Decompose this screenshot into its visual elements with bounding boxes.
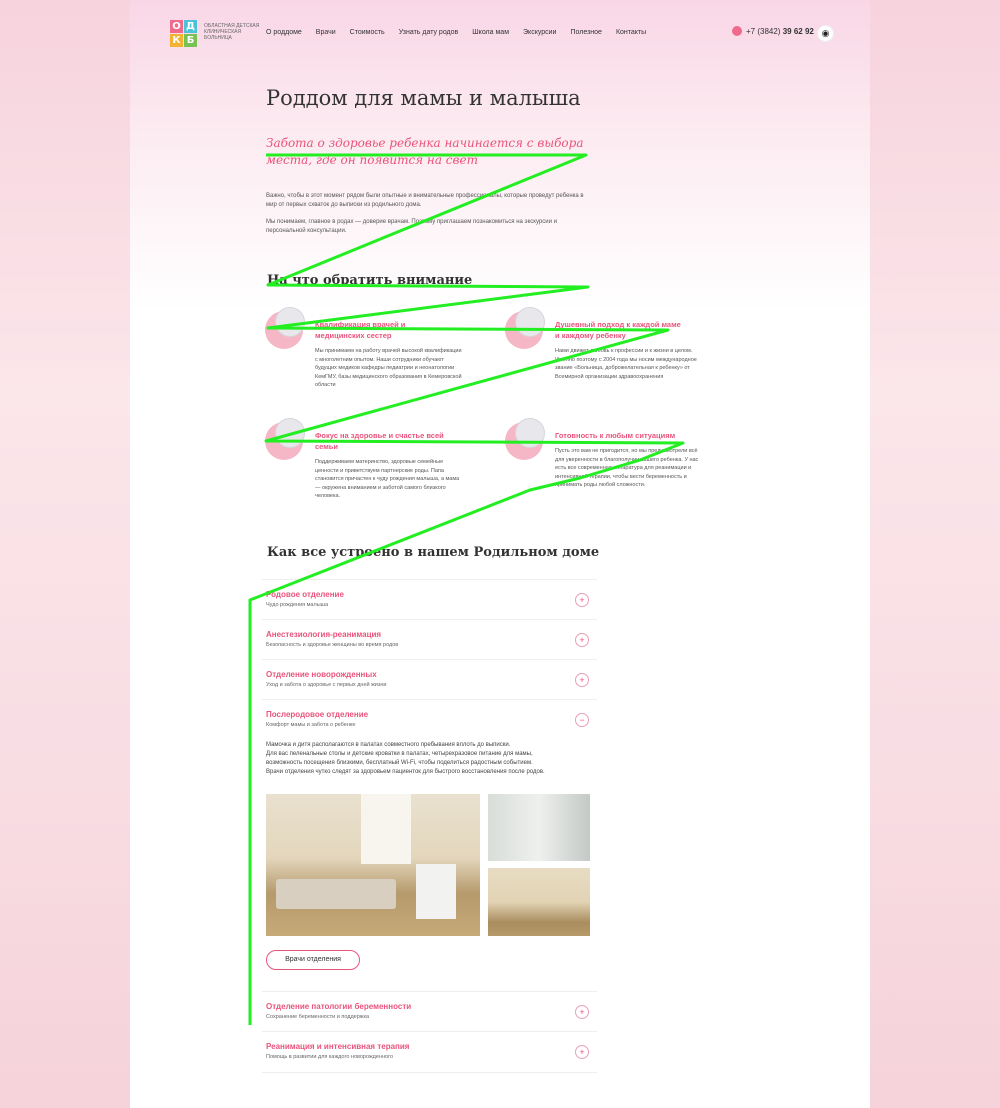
accordion-title: Реанимация и интенсивная терапия [266, 1042, 410, 1051]
feature-title: Фокус на здоровье и счастье всей семьи [315, 431, 444, 451]
accordion-subtitle: Помощь в развитии для каждого новорожденного [266, 1054, 394, 1060]
body-line: возможность посещения близкими, бесплатный Wi-Fi, чтобы поделиться радостным событием. [266, 760, 533, 766]
page-title: Роддом для мамы и малыша [266, 86, 581, 110]
feature-text: Мы принимаем на работу врачей высокой квалификации с многолетним опытом. Наши сотрудники обучают будущих медиков кафедры педиатрии и неонатологии КемГМУ, базы медицинского образования в Кемеровской области [315, 348, 462, 388]
accordion-title: Анестезиология-реанимация [266, 630, 382, 639]
feature-text: Пусть это вам не пригодится, но мы предусмотрели всё для уверенности в благополучии вашего ребенка. У нас есть все современная аппаратура для реанимации и интенсивной терапии, чтобы вести беременность и принимать роды любой сложности. [555, 448, 699, 488]
accordion-subtitle: Уход и забота о здоровье с первых дней жизни [266, 682, 387, 688]
nav-item-about[interactable]: О роддоме [266, 29, 302, 36]
nav-item-prices[interactable]: Стоимость [349, 29, 385, 36]
nav-item-contacts[interactable]: Контакты [615, 29, 647, 36]
feature-text: Нами движет любовь к профессии и к жизни в целом. Именно поэтому с 2004 года мы носим международное звание «Больница, доброжелательная к ребенку» от Всемирной организации здравоохранения [555, 348, 697, 380]
nav-item-mom-school[interactable]: Школа мам [472, 29, 510, 36]
department-doctors-button[interactable]: Врачи отделения [266, 950, 360, 970]
intro-paragraph: Важно, чтобы в этот момент рядом были опытные и внимательные профессионалы, которые проведут ребенка в мир от первых схваток до выписки из родильного дома. [266, 193, 584, 208]
attention-heading: На что обратить внимание [267, 273, 473, 288]
intro-paragraph: Мы понимаем, главное в родах — доверие врачам. Поэтому приглашаем познакомиться на экскурсии и персональной консультации. [266, 219, 557, 234]
hero-subtitle: Забота о здоровье ребенка начинается с выбора места, где он появится на свет [266, 136, 584, 167]
feature-text: Поддерживаем материнство, здоровые семейные ценности и приветствуем партнерские роды. Папа становится причастен к чуду рождения малыша, а мама — окружена вниманием и заботой самого близкого человека. [315, 459, 460, 499]
logo-letter: О [170, 20, 183, 33]
plus-icon[interactable]: + [575, 633, 589, 647]
accordion-title: Отделение новорожденных [266, 670, 377, 679]
body-line: Мамочка и дитя располагаются в палатах совместного пребывания вплоть до выписки. [266, 742, 511, 748]
plus-icon[interactable]: + [575, 673, 589, 687]
accordion-subtitle: Комфорт мамы и забота о ребенке [266, 722, 356, 728]
nav-item-doctors[interactable]: Врачи [315, 29, 336, 36]
nav-item-useful[interactable]: Полезное [570, 29, 602, 36]
body-line: Врачи отделения чутко следят за здоровьем пациенток для быстрого восстановления после родов. [266, 769, 545, 775]
nav-item-due-date[interactable]: Узнать дату родов [398, 29, 459, 36]
body-line: Для вас пеленальные столы и детские кроватки в палатах, четырехразовое питание для мамы, [266, 751, 533, 757]
plus-icon[interactable]: + [575, 593, 589, 607]
feature-title: Душевный подход к каждой маме и каждому ребенку [555, 320, 681, 340]
feature-title: Квалификация врачей и медицинских сестер [315, 320, 406, 340]
accordion-title: Послеродовое отделение [266, 710, 369, 719]
accordion-title: Отделение патологии беременности [266, 1002, 412, 1011]
logo-text: ОБЛАСТНАЯ ДЕТСКАЯ КЛИНИЧЕСКАЯ БОЛЬНИЦА [204, 23, 260, 41]
logo-letter: К [170, 34, 183, 47]
plus-icon[interactable]: + [575, 1005, 589, 1019]
structure-heading: Как все устроено в нашем Родильном доме [267, 545, 600, 560]
accordion-subtitle: Сохранение беременности и поддержка [266, 1014, 370, 1020]
accordion-title: Родовое отделение [266, 590, 344, 599]
accordion-subtitle: Безопасность и здоровье женщины во время родов [266, 642, 399, 648]
plus-icon[interactable]: + [575, 1045, 589, 1059]
minus-icon[interactable]: − [575, 713, 589, 727]
phone-number: 39 62 92 [782, 27, 814, 37]
logo-letter: Б [184, 34, 197, 47]
nav-item-excursions[interactable]: Экскурсии [523, 29, 557, 36]
accordion-subtitle: Чудо рождения малыша [266, 602, 329, 608]
eye-icon[interactable]: ◉ [817, 25, 834, 42]
feature-title: Готовность к любым ситуациям [555, 431, 676, 440]
logo-letter: Д [184, 20, 197, 33]
phone-prefix: +7 (3842) [746, 27, 781, 37]
annotation-path [250, 155, 683, 1025]
